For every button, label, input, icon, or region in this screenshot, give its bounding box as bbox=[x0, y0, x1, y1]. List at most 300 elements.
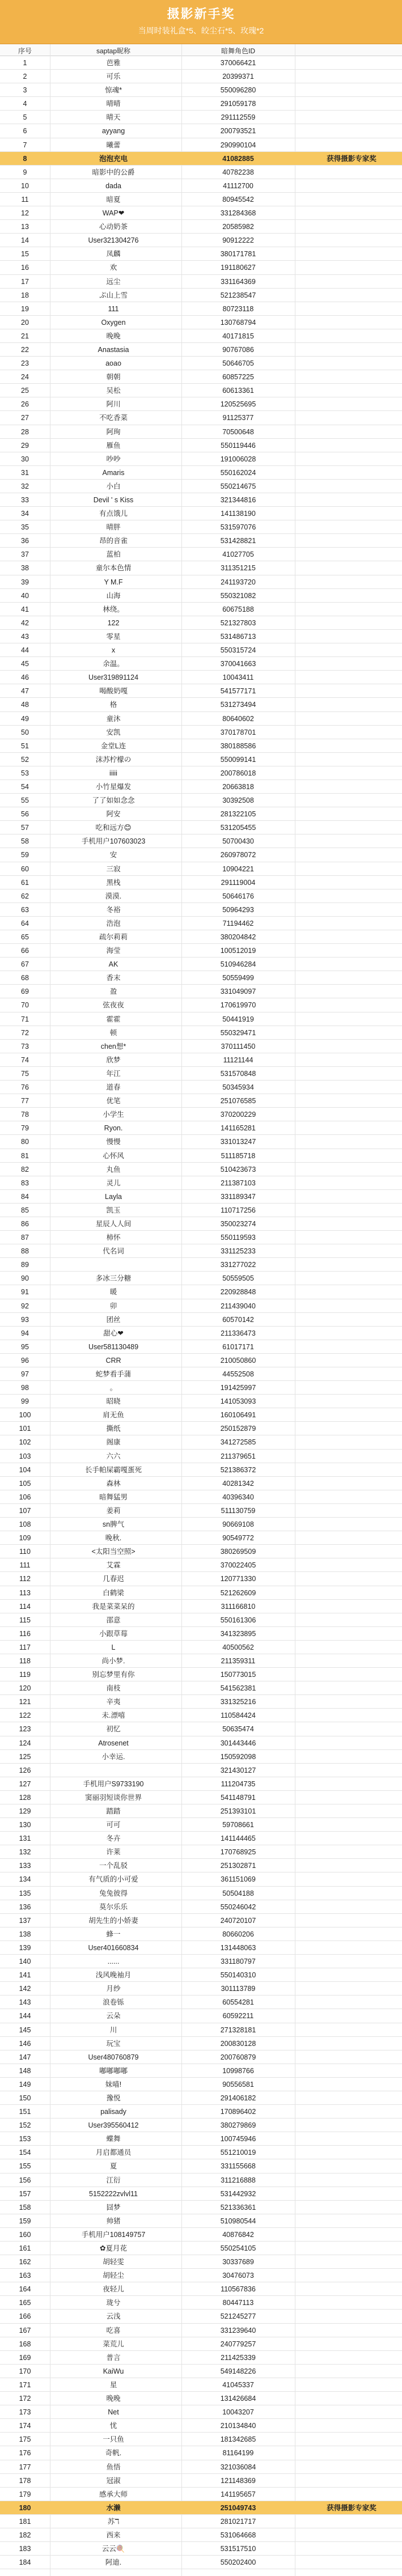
role-id-cell: 60675188 bbox=[222, 605, 254, 613]
table-row bbox=[0, 1750, 402, 1764]
role-id-cell: 181342685 bbox=[220, 2435, 256, 2444]
role-id-cell: 531205455 bbox=[220, 824, 256, 832]
page-title: 摄影新手奖 bbox=[167, 7, 235, 21]
role-id-cell: 291112559 bbox=[221, 113, 256, 122]
rank-cell: 12 bbox=[21, 209, 29, 218]
nickname-cell: 川 bbox=[109, 2026, 117, 2034]
nickname-cell: 尚小梦. bbox=[101, 1656, 125, 1665]
nickname-cell: 泡泡充电 bbox=[99, 154, 128, 163]
nickname-cell: 冬裕 bbox=[106, 905, 121, 914]
table-row bbox=[0, 1955, 402, 1968]
table-row bbox=[0, 1340, 402, 1354]
role-id-cell: 361151069 bbox=[221, 1875, 256, 1884]
rank-cell: 127 bbox=[19, 1780, 31, 1788]
table-row bbox=[0, 876, 402, 889]
role-id-cell: 521386372 bbox=[220, 1465, 256, 1474]
table-row bbox=[0, 2255, 402, 2269]
table-row bbox=[0, 766, 402, 780]
rank-cell: 142 bbox=[19, 1985, 31, 1993]
nickname-cell: 姜莉 bbox=[106, 1506, 121, 1515]
nickname-cell: CRR bbox=[105, 1356, 121, 1365]
rank-cell: 32 bbox=[21, 482, 29, 490]
role-id-cell: 211359311 bbox=[221, 1656, 256, 1665]
table-row bbox=[0, 2365, 402, 2378]
rank-cell: 46 bbox=[21, 673, 29, 682]
table-row bbox=[0, 2542, 402, 2556]
nickname-cell: 代名词 bbox=[103, 1247, 124, 1256]
table-row bbox=[0, 1244, 402, 1258]
nickname-cell: 心怀风 bbox=[103, 1151, 124, 1160]
role-id-cell: 200760879 bbox=[220, 2053, 256, 2061]
rank-cell: 44 bbox=[21, 646, 29, 655]
table-row bbox=[0, 2050, 402, 2064]
rank-cell: 7 bbox=[23, 141, 27, 149]
nickname-cell: 南枝 bbox=[106, 1684, 121, 1693]
rank-cell: 128 bbox=[19, 1793, 31, 1802]
table-row bbox=[0, 1395, 402, 1408]
nickname-cell: 顿 bbox=[109, 1028, 117, 1037]
nickname-cell: 可乐 bbox=[106, 73, 121, 81]
role-id-cell: 90912222 bbox=[222, 236, 254, 245]
role-id-cell: 549148226 bbox=[220, 2367, 256, 2375]
rank-cell: 147 bbox=[19, 2053, 31, 2061]
table-row bbox=[0, 1327, 402, 1340]
table-row bbox=[0, 1299, 402, 1313]
table-row bbox=[0, 1408, 402, 1422]
role-id-cell: 170768925 bbox=[220, 1848, 256, 1857]
role-id-cell: 170896402 bbox=[220, 2108, 256, 2116]
table-row bbox=[0, 548, 402, 561]
page-subtitle: 当周时装礼盒*5、皎尘石*5、玫瑰*2 bbox=[138, 26, 264, 35]
nickname-cell: 豫悦 bbox=[106, 2094, 121, 2102]
role-id-cell: 281322105 bbox=[220, 810, 256, 819]
nickname-cell: 三寂 bbox=[106, 865, 121, 873]
role-id-cell: 331155668 bbox=[221, 2162, 256, 2171]
role-id-cell: 541577171 bbox=[220, 687, 256, 696]
role-id-cell: 80723118 bbox=[222, 304, 254, 313]
nickname-cell: 妹喵! bbox=[105, 2080, 122, 2088]
rank-cell: 151 bbox=[19, 2108, 31, 2116]
table-row bbox=[0, 1531, 402, 1545]
table-row bbox=[0, 1600, 402, 1613]
table-row bbox=[0, 1872, 402, 1886]
table-row bbox=[0, 2446, 402, 2460]
rank-cell: 154 bbox=[19, 2149, 31, 2157]
role-id-cell: 331189347 bbox=[221, 1192, 256, 1201]
role-id-cell: 321344816 bbox=[220, 496, 256, 504]
role-id-cell: 40171815 bbox=[222, 332, 254, 340]
table-row bbox=[0, 1627, 402, 1641]
role-id-cell: 50441919 bbox=[222, 1015, 254, 1023]
nickname-cell: Ryon. bbox=[104, 1124, 123, 1133]
rank-cell: 24 bbox=[21, 373, 29, 382]
nickname-cell: 云朵 bbox=[106, 2012, 121, 2020]
table-row bbox=[0, 1641, 402, 1654]
role-id-cell: 521336361 bbox=[220, 2203, 256, 2211]
role-id-cell: 40281342 bbox=[222, 1479, 254, 1488]
rank-cell: 86 bbox=[21, 1219, 29, 1228]
nickname-cell: 柿怀 bbox=[106, 1234, 121, 1242]
rank-cell: 178 bbox=[19, 2476, 31, 2485]
table-row bbox=[0, 1176, 402, 1190]
nickname-cell: 优笔 bbox=[106, 1097, 121, 1105]
rank-cell: 11 bbox=[21, 195, 29, 204]
rank-cell: 104 bbox=[19, 1465, 31, 1474]
table-row bbox=[0, 671, 402, 684]
role-id-cell: 331013247 bbox=[220, 1138, 256, 1146]
role-id-cell: 41045337 bbox=[222, 2380, 254, 2389]
role-id-cell: 370200229 bbox=[220, 1111, 256, 1119]
rank-cell: 136 bbox=[19, 1903, 31, 1911]
role-id-cell: 331164369 bbox=[221, 277, 256, 286]
rank-cell: 22 bbox=[21, 345, 29, 354]
role-id-cell: 50559499 bbox=[222, 974, 254, 982]
nickname-cell: Amaris bbox=[102, 468, 125, 477]
role-id-cell: 331180797 bbox=[221, 1958, 256, 1966]
table-row bbox=[0, 1545, 402, 1558]
rank-cell: 92 bbox=[21, 1302, 29, 1310]
nickname-cell: 鱼悟 bbox=[106, 2463, 121, 2471]
table-row bbox=[0, 343, 402, 357]
table-row bbox=[0, 2119, 402, 2132]
rank-cell: 153 bbox=[19, 2135, 31, 2143]
table-row bbox=[0, 357, 402, 370]
rank-cell: 118 bbox=[19, 1656, 31, 1665]
rank-cell: 144 bbox=[19, 2012, 31, 2020]
role-id-cell: 141165281 bbox=[221, 1124, 256, 1133]
nickname-cell: 未.漂嘻 bbox=[101, 1711, 125, 1720]
table-row bbox=[0, 1026, 402, 1040]
table-row bbox=[0, 561, 402, 575]
role-id-cell: 550140310 bbox=[220, 1971, 256, 1980]
rank-cell: 93 bbox=[21, 1315, 29, 1324]
table-row bbox=[0, 384, 402, 397]
role-id-cell: 200786018 bbox=[220, 769, 256, 777]
rank-cell: 54 bbox=[21, 782, 29, 791]
table-row bbox=[0, 1777, 402, 1791]
table-row bbox=[0, 2174, 402, 2187]
nickname-cell: 吵吵 bbox=[106, 455, 121, 463]
nickname-cell: 可可 bbox=[106, 1821, 121, 1829]
award-cell: 获得摄影专家奖 bbox=[327, 154, 376, 163]
role-id-cell: 250152879 bbox=[220, 1425, 256, 1433]
role-id-cell: 211379651 bbox=[221, 1452, 256, 1460]
role-id-cell: 50646176 bbox=[222, 892, 254, 900]
nickname-cell: L bbox=[111, 1643, 116, 1651]
role-id-cell: 141195657 bbox=[221, 2490, 256, 2498]
nickname-cell: 年江 bbox=[106, 1069, 121, 1078]
nickname-cell: sn脾气 bbox=[102, 1520, 125, 1529]
rank-cell: 23 bbox=[21, 359, 29, 368]
role-id-cell: 550096280 bbox=[220, 86, 256, 95]
rank-cell: 146 bbox=[19, 2039, 31, 2048]
table-row bbox=[0, 1067, 402, 1081]
table-row bbox=[0, 971, 402, 985]
role-id-cell: 40396340 bbox=[222, 1493, 254, 1501]
role-id-cell: 521238547 bbox=[220, 291, 256, 299]
table-row bbox=[0, 1121, 402, 1135]
role-id-cell: 150592098 bbox=[220, 1752, 256, 1761]
rank-cell: 66 bbox=[21, 947, 29, 955]
rank-cell: 105 bbox=[19, 1479, 31, 1488]
table-row bbox=[0, 834, 402, 848]
table-row bbox=[0, 630, 402, 643]
rank-cell: 152 bbox=[19, 2121, 31, 2130]
nickname-cell: 帅猪 bbox=[106, 2217, 121, 2225]
nickname-cell: 菜荒儿 bbox=[103, 2340, 124, 2348]
role-id-cell: 510980544 bbox=[220, 2217, 256, 2225]
rank-cell: 8 bbox=[23, 154, 27, 163]
nickname-cell: 小竹星爆发 bbox=[95, 782, 132, 791]
nickname-cell: ayyang bbox=[101, 127, 125, 135]
nickname-cell: 星辰人人间 bbox=[95, 1219, 132, 1228]
table-row bbox=[0, 1995, 402, 2009]
nickname-cell: 别忘梦里有你 bbox=[92, 1671, 135, 1679]
rank-cell: 84 bbox=[21, 1192, 29, 1201]
rank-cell: 106 bbox=[19, 1493, 31, 1501]
role-id-cell: 331277022 bbox=[220, 1261, 256, 1269]
rank-cell: 56 bbox=[21, 810, 29, 819]
nickname-cell: 西来 bbox=[106, 2531, 121, 2539]
rank-cell: 67 bbox=[21, 960, 29, 969]
role-id-cell: 301113789 bbox=[221, 1985, 256, 1993]
role-id-cell: 80660206 bbox=[222, 1930, 254, 1938]
rank-cell: 103 bbox=[19, 1452, 31, 1460]
table-row bbox=[0, 1818, 402, 1832]
rank-cell: 50 bbox=[21, 728, 29, 736]
role-id-cell: 510423673 bbox=[220, 1165, 256, 1173]
table-row bbox=[0, 97, 402, 111]
award-cell: 获得摄影专家奖 bbox=[327, 2503, 376, 2512]
role-id-cell: 341323895 bbox=[220, 1629, 256, 1638]
nickname-cell: 山海 bbox=[106, 591, 121, 600]
rank-cell: 98 bbox=[21, 1384, 29, 1392]
nickname-cell: 月纱 bbox=[106, 1985, 121, 1993]
role-id-cell: 510946284 bbox=[220, 960, 256, 969]
table-row bbox=[0, 452, 402, 466]
table-row bbox=[0, 2187, 402, 2201]
table-row bbox=[0, 1558, 402, 1572]
rank-cell: 114 bbox=[19, 1602, 31, 1611]
role-id-cell: 81164199 bbox=[222, 2449, 254, 2458]
role-id-cell: 80447113 bbox=[222, 2299, 254, 2307]
rank-cell: 27 bbox=[21, 414, 29, 422]
nickname-cell: 暗夏 bbox=[106, 195, 121, 204]
nickname-cell: 阿迪. bbox=[105, 2558, 122, 2567]
rank-cell: 21 bbox=[21, 332, 29, 340]
rank-cell: 36 bbox=[21, 537, 29, 545]
rank-cell: 175 bbox=[19, 2435, 31, 2444]
rank-cell: 47 bbox=[21, 687, 29, 696]
table-row bbox=[0, 2282, 402, 2296]
table-row bbox=[0, 1914, 402, 1927]
nickname-cell: 122 bbox=[107, 618, 120, 627]
rank-cell: 80 bbox=[21, 1138, 29, 1146]
role-id-cell: 160106491 bbox=[220, 1411, 256, 1420]
nickname-cell: 手机用户107603023 bbox=[81, 837, 146, 846]
role-id-cell: 120525695 bbox=[220, 400, 256, 409]
nickname-cell: 童沐 bbox=[106, 714, 121, 723]
rank-cell: 53 bbox=[21, 769, 29, 777]
role-id-cell: 550315724 bbox=[220, 646, 256, 655]
rank-cell: 59 bbox=[21, 851, 29, 859]
role-id-cell: 511185718 bbox=[221, 1151, 256, 1160]
table-row bbox=[0, 1504, 402, 1518]
rank-cell: 60 bbox=[21, 865, 29, 873]
role-id-cell: 541562381 bbox=[220, 1684, 256, 1693]
table-row bbox=[0, 397, 402, 411]
table-row bbox=[0, 1695, 402, 1709]
nickname-cell: 白鹤梁 bbox=[103, 1588, 124, 1597]
rank-cell: 112 bbox=[19, 1575, 31, 1583]
role-id-cell: 141144465 bbox=[221, 1834, 256, 1843]
nickname-cell: 蝶舞 bbox=[106, 2135, 121, 2143]
table-row bbox=[0, 2324, 402, 2337]
rank-cell: 48 bbox=[21, 701, 29, 709]
rank-cell: 126 bbox=[19, 1766, 31, 1774]
table-row bbox=[0, 2296, 402, 2310]
table-row bbox=[0, 247, 402, 261]
rank-cell: 156 bbox=[19, 2176, 31, 2184]
nickname-cell: 胡先生的小娇妻 bbox=[88, 1916, 138, 1925]
table-row bbox=[0, 234, 402, 247]
table-row bbox=[0, 903, 402, 917]
nickname-cell: 海莹 bbox=[106, 947, 121, 955]
role-id-cell: 141138190 bbox=[221, 510, 256, 518]
rank-cell: 4 bbox=[23, 100, 27, 108]
table-row bbox=[0, 493, 402, 507]
nickname-cell: 阁康 bbox=[106, 1438, 121, 1447]
nickname-cell: 云云🍭 bbox=[101, 2545, 125, 2553]
nickname-cell: 欢 bbox=[109, 264, 117, 272]
rank-cell: 141 bbox=[19, 1971, 31, 1980]
nickname-cell: 凤麟 bbox=[106, 250, 121, 259]
nickname-cell: 暖 bbox=[109, 1288, 117, 1297]
nickname-cell: 安凯 bbox=[106, 728, 121, 736]
rank-cell: 42 bbox=[21, 618, 29, 627]
table-row bbox=[0, 2201, 402, 2214]
table-row bbox=[0, 2064, 402, 2078]
role-id-cell: 370022405 bbox=[220, 1561, 256, 1570]
rank-cell: 138 bbox=[19, 1930, 31, 1938]
table-row bbox=[0, 1422, 402, 1435]
role-id-cell: 20585982 bbox=[222, 223, 254, 231]
nickname-cell: 凯玉 bbox=[106, 1206, 121, 1214]
rank-cell: 182 bbox=[19, 2531, 31, 2539]
nickname-cell: 晴晴 bbox=[106, 100, 121, 108]
role-id-cell: 170619970 bbox=[220, 1001, 256, 1010]
nickname-cell: dada bbox=[105, 181, 121, 190]
rank-cell: 13 bbox=[21, 223, 29, 231]
table-row bbox=[0, 1040, 402, 1053]
rank-cell: 111 bbox=[19, 1561, 31, 1570]
rank-cell: 15 bbox=[21, 250, 29, 259]
role-id-cell: 91125377 bbox=[222, 414, 254, 422]
rank-cell: 73 bbox=[21, 1042, 29, 1050]
nickname-cell: Layla bbox=[105, 1192, 122, 1201]
rank-cell: 148 bbox=[19, 2066, 31, 2075]
rank-cell: 162 bbox=[19, 2258, 31, 2266]
table-row bbox=[0, 1435, 402, 1449]
table-row bbox=[0, 2515, 402, 2528]
rank-cell: 168 bbox=[19, 2340, 31, 2348]
rank-cell: 91 bbox=[21, 1288, 29, 1297]
rank-cell: 71 bbox=[21, 1015, 29, 1023]
role-id-cell: 60857225 bbox=[222, 373, 254, 382]
table-row bbox=[0, 56, 402, 70]
rank-cell: 96 bbox=[21, 1356, 29, 1365]
nickname-cell: 阿珣 bbox=[106, 427, 121, 436]
table-row bbox=[0, 821, 402, 834]
table-row bbox=[0, 739, 402, 753]
table-row bbox=[0, 589, 402, 603]
rank-cell: 137 bbox=[19, 1916, 31, 1925]
role-id-cell: 251049743 bbox=[220, 2503, 256, 2512]
nickname-cell: 盈 bbox=[109, 988, 117, 996]
nickname-cell: 囧梦 bbox=[106, 2203, 121, 2211]
table-row bbox=[0, 1231, 402, 1244]
table-row bbox=[0, 1982, 402, 1995]
table-row bbox=[0, 2419, 402, 2433]
rank-cell: 20 bbox=[21, 318, 29, 327]
table-row bbox=[0, 1258, 402, 1272]
role-id-cell: 331239640 bbox=[220, 2326, 256, 2334]
nickname-cell: 吃喜 bbox=[106, 2326, 121, 2334]
table-row bbox=[0, 1135, 402, 1149]
role-id-cell: 59708661 bbox=[222, 1821, 254, 1829]
rank-cell: 40 bbox=[21, 591, 29, 600]
nickname-cell: 蜂一 bbox=[106, 1930, 121, 1938]
rank-cell: 176 bbox=[19, 2449, 31, 2458]
nickname-cell: 珑兮 bbox=[106, 2299, 121, 2307]
role-id-cell: 90767086 bbox=[222, 345, 254, 354]
role-id-cell: 41112700 bbox=[223, 181, 253, 190]
table-row bbox=[0, 998, 402, 1012]
rank-cell: 10 bbox=[21, 181, 29, 190]
nickname-cell: 惊魂* bbox=[105, 86, 122, 95]
table-row bbox=[0, 643, 402, 657]
role-id-cell: 80945542 bbox=[222, 195, 254, 204]
role-id-cell: 260978072 bbox=[220, 851, 256, 859]
table-row bbox=[0, 2488, 402, 2501]
rank-cell: 28 bbox=[21, 427, 29, 436]
rank-cell: 167 bbox=[19, 2326, 31, 2334]
rank-cell: 94 bbox=[21, 1329, 29, 1337]
table-row bbox=[0, 1094, 402, 1108]
nickname-cell: 曦蕾 bbox=[106, 141, 121, 149]
rank-cell: 129 bbox=[19, 1807, 31, 1815]
role-id-cell: 550214675 bbox=[220, 482, 256, 490]
rank-cell: 45 bbox=[21, 660, 29, 668]
rank-cell: 171 bbox=[19, 2380, 31, 2389]
role-id-cell: 291119004 bbox=[221, 878, 256, 887]
table-row bbox=[0, 1709, 402, 1722]
nickname-cell: Anastasia bbox=[98, 345, 129, 354]
role-id-cell: 131426684 bbox=[220, 2395, 256, 2403]
rank-cell: 133 bbox=[19, 1862, 31, 1870]
table-row bbox=[0, 603, 402, 616]
table-row bbox=[0, 1450, 402, 1463]
nickname-cell: 莫尔乐乐 bbox=[99, 1903, 128, 1911]
nickname-cell: 感承大师 bbox=[99, 2490, 128, 2498]
table-row bbox=[0, 1490, 402, 1504]
nickname-cell: 邵意 bbox=[106, 1616, 121, 1624]
rank-cell: 26 bbox=[21, 400, 29, 409]
nickname-cell: 有点饿儿 bbox=[99, 510, 128, 518]
table-row bbox=[0, 2228, 402, 2242]
role-id-cell: 370041663 bbox=[220, 660, 256, 668]
role-id-cell: 211439040 bbox=[221, 1302, 256, 1310]
